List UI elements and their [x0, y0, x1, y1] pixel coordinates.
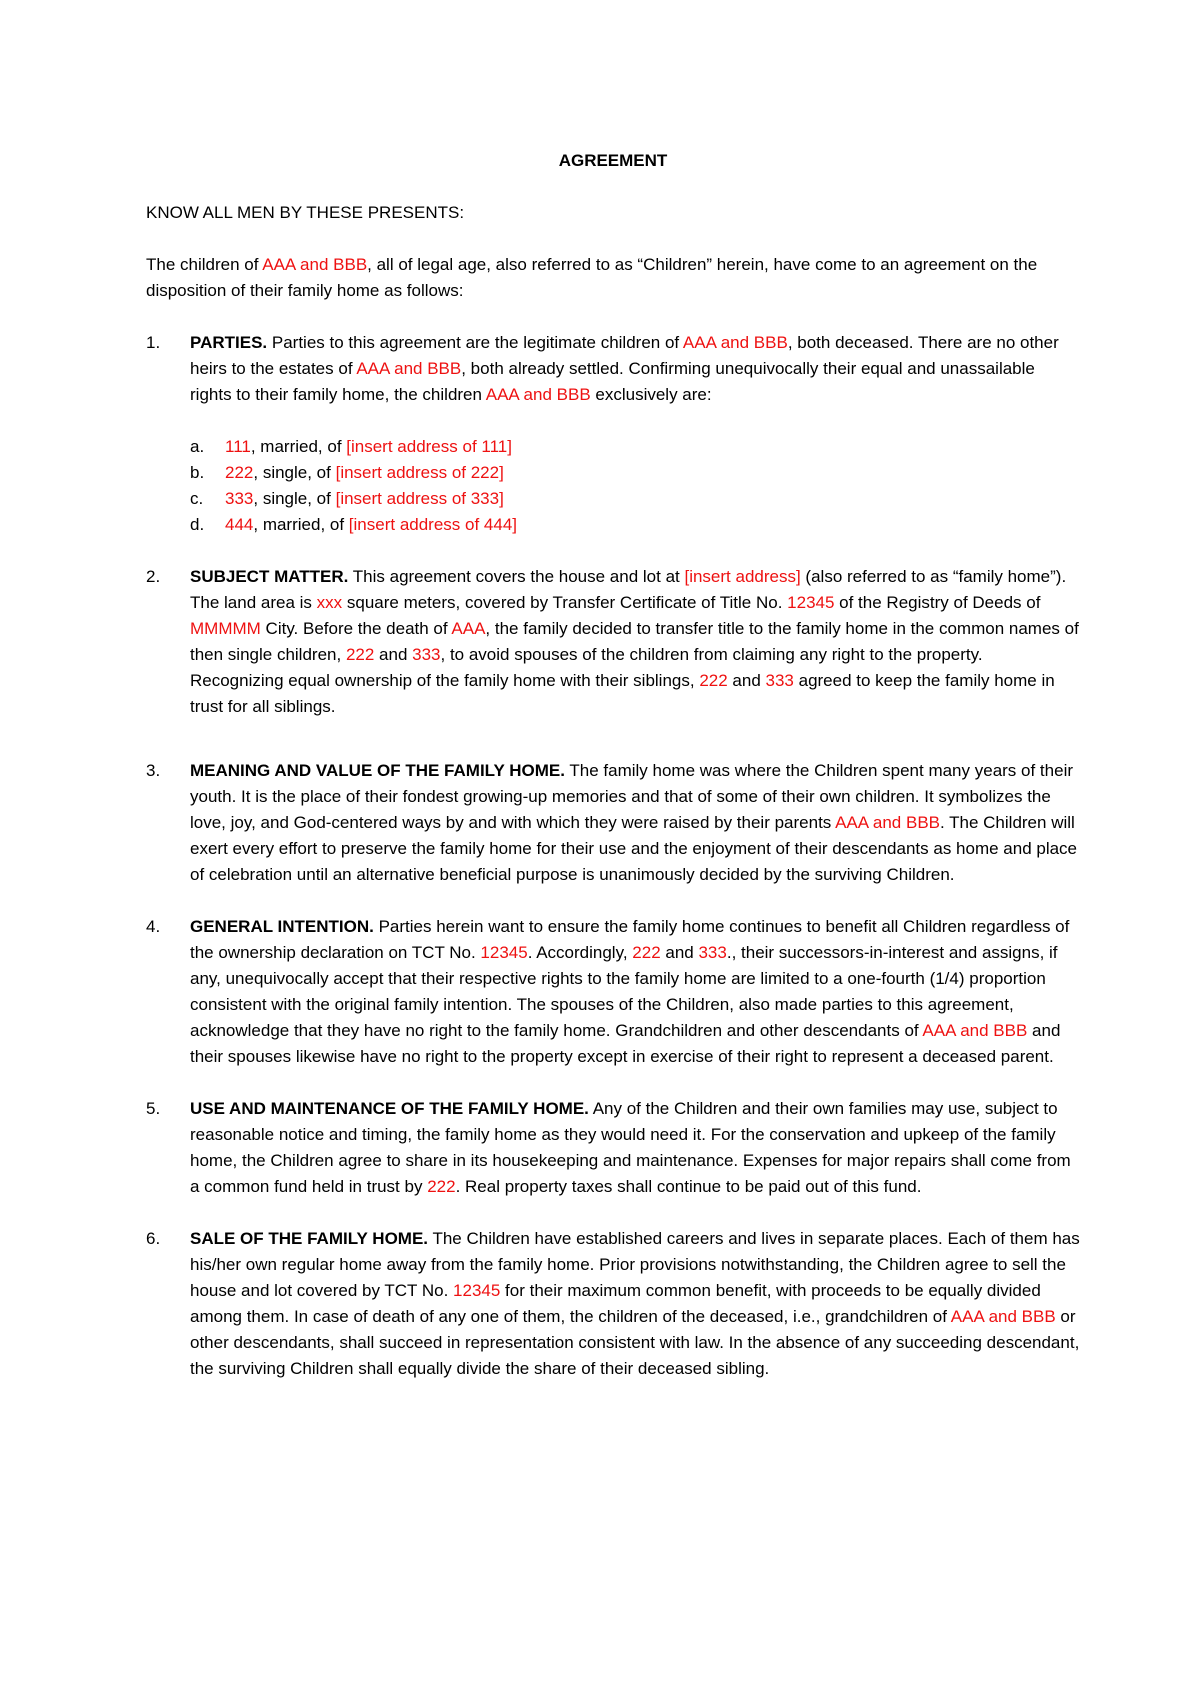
placeholder-text: 12345: [787, 593, 835, 612]
placeholder-text: MMMMM: [190, 619, 261, 638]
placeholder-text: AAA and BBB: [835, 813, 940, 832]
heir-status: , single, of: [253, 463, 336, 482]
placeholder-text: 333: [765, 671, 794, 690]
heir-item: [190, 460, 1080, 486]
section-text: , both deceased. There are no other heirs to the estates of: [190, 333, 1059, 378]
intro-text: The children of: [146, 255, 263, 274]
heir-item: [190, 512, 1080, 538]
section-text: square meters, covered by Transfer Certificate of Title No.: [342, 593, 788, 612]
placeholder-text: xxx: [316, 593, 343, 612]
heir-address: [insert address of 111]: [346, 437, 512, 456]
section-heading: MEANING AND VALUE OF THE FAMILY HOME.: [190, 761, 565, 780]
placeholder-text: AAA and BBB: [682, 333, 788, 352]
document-title: AGREEMENT: [558, 151, 668, 170]
heir-item: [190, 434, 1080, 460]
placeholder-text: AAA: [451, 619, 486, 638]
section-heading: USE AND MAINTENANCE OF THE FAMILY HOME.: [190, 1099, 589, 1118]
section-text: The family home was where the Children spent many years of their youth. It is the place of their fondest growing-up memories and that of some of their own children. It symbolizes the love, joy, and God-centered ways by and with which they were raised by their parents: [190, 761, 1074, 832]
placeholder-text: 333: [698, 943, 727, 962]
section-text: and: [660, 943, 699, 962]
section-number: 3.: [146, 761, 161, 780]
section-text: . Accordingly,: [527, 943, 633, 962]
section-general-intention: [146, 914, 1080, 1070]
section-number: 1.: [146, 333, 161, 352]
section-text: This agreement covers the house and lot at: [348, 567, 685, 586]
heir-address: [insert address of 333]: [335, 489, 504, 508]
section-text: and their spouses likewise have no right to the property except in exercise of their right to represent a deceased parent.: [190, 1021, 1061, 1066]
heir-letter: d.: [190, 515, 205, 534]
section-meaning-and-value: [146, 758, 1080, 888]
heir-letter: a.: [190, 437, 205, 456]
section-sale-of-family-home: [146, 1226, 1080, 1382]
heir-address: [insert address of 444]: [348, 515, 518, 534]
placeholder-text: 12345: [480, 943, 528, 962]
section-number: 5.: [146, 1099, 161, 1118]
know-all-men-line: KNOW ALL MEN BY THESE PRESENTS:: [146, 203, 465, 222]
placeholder-text: 222: [427, 1177, 456, 1196]
placeholder-text: 222: [345, 645, 375, 664]
section-text: or other descendants, shall succeed in representation consistent with law. In the absence of any succeeding descendant, the surviving Children shall equally divide the share of their deceased sibling.: [190, 1307, 1080, 1378]
heirs-list: [190, 434, 1080, 538]
section-heading: SALE OF THE FAMILY HOME.: [190, 1229, 429, 1248]
heir-name: 333: [225, 489, 254, 508]
heir-name: 111: [225, 437, 251, 456]
placeholder-text: 222: [632, 943, 661, 962]
placeholder-text: [insert address]: [684, 567, 801, 586]
section-heading: PARTIES.: [190, 333, 268, 352]
section-number: 6.: [146, 1229, 161, 1248]
section-text: exclusively are:: [590, 385, 712, 404]
section-text: and: [727, 671, 766, 690]
section-text: agreed to keep the family home in trust for all siblings.: [190, 671, 1055, 716]
section-text: , to avoid spouses of the children from claiming any right to the property. Recognizing equal ownership of the family home with their siblings,: [190, 645, 983, 690]
parents-placeholder: AAA and BBB: [262, 255, 368, 274]
section-text: , both already settled. Confirming unequivocally their equal and unassailable rights to their family home, the children: [190, 359, 1035, 404]
section-parties: [146, 330, 1080, 538]
section-heading: GENERAL INTENTION.: [190, 917, 374, 936]
section-use-and-maintenance: [146, 1096, 1080, 1200]
placeholder-text: 222: [699, 671, 728, 690]
section-text: The Children have established careers and lives in separate places. Each of them has his/her own regular home away from the family home. Prior provisions notwithstanding, the Children agree to sell the house and lot covered by TCT No.: [190, 1229, 1080, 1300]
heir-name: 444: [225, 515, 254, 534]
section-number: 4.: [146, 917, 161, 936]
placeholder-text: 12345: [453, 1281, 501, 1300]
sections-list: [146, 330, 1080, 1382]
placeholder-text: AAA and BBB: [922, 1021, 1028, 1040]
heir-status: , single, of: [253, 489, 336, 508]
placeholder-text: AAA and BBB: [356, 359, 462, 378]
section-heading: SUBJECT MATTER.: [190, 567, 349, 586]
heir-address: [insert address of 222]: [335, 463, 504, 482]
section-text: Parties to this agreement are the legitimate children of: [267, 333, 683, 352]
heir-item: [190, 486, 1080, 512]
placeholder-text: 333: [412, 645, 441, 664]
heir-letter: c.: [190, 489, 204, 508]
section-text: Parties herein want to ensure the family home continues to benefit all Children regardless of the ownership declaration on TCT No.: [190, 917, 1070, 962]
heir-letter: b.: [190, 463, 205, 482]
heir-status: , married, of: [253, 515, 349, 534]
section-text: (also referred to as “family home”). The land area is: [190, 567, 1067, 612]
heir-name: 222: [225, 463, 254, 482]
section-text: for their maximum common benefit, with proceeds to be equally divided among them. In case of death of any one of them, the children of the deceased, i.e., grandchildren of: [190, 1281, 1041, 1326]
intro-text: , all of legal age, also referred to as “Children” herein, have come to an agreement on the disposition of their family home as follows:: [146, 255, 1038, 300]
section-text: and: [374, 645, 413, 664]
intro-paragraph: [146, 252, 1080, 304]
section-text: of the Registry of Deeds of: [834, 593, 1041, 612]
placeholder-text: AAA and BBB: [485, 385, 591, 404]
section-text: , the family decided to transfer title to the family home in the common names of then single children,: [190, 619, 1079, 664]
section-text: . Real property taxes shall continue to be paid out of this fund.: [455, 1177, 922, 1196]
section-number: 2.: [146, 567, 161, 586]
section-text: Any of the Children and their own families may use, subject to reasonable notice and timing, the family home as they would need it. For the conservation and upkeep of the family home, the Children agree to share in its housekeeping and maintenance. Expenses for major repairs shall come from a common fund held in trust by: [190, 1099, 1071, 1196]
placeholder-text: AAA and BBB: [950, 1307, 1056, 1326]
section-text: City. Before the death of: [260, 619, 452, 638]
section-text: . The Children will exert every effort to preserve the family home for their use and the enjoyment of their descendants as home and place of celebration until an alternative beneficial purpose is unanimously decided by the surviving Children.: [190, 813, 1078, 884]
section-subject-matter: [146, 564, 1080, 720]
heir-status: , married, of: [250, 437, 347, 456]
section-text: ., their successors-in-interest and assigns, if any, unequivocally accept that their respective rights to the family home are limited to a one-fourth (1/4) proportion consistent with the original family intention. The spouses of the Children, also made parties to this agreement, acknowledge that they have no right to the family home. Grandchildren and other descendants of: [190, 943, 1058, 1040]
